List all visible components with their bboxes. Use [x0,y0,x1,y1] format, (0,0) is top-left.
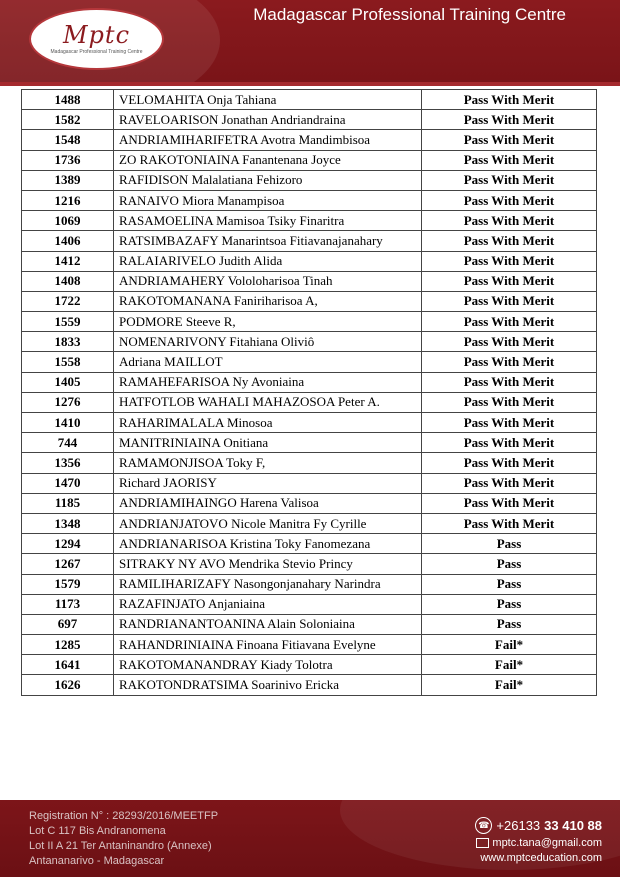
table-row [22,372,597,392]
table-row [22,594,597,614]
candidate-name: ANDRIAMAHERY Vololoharisoa Tinah [114,271,422,291]
table-row [22,574,597,594]
candidate-name: RASAMOELINA Mamisoa Tsiky Finaritra [114,211,422,231]
candidate-number: 1405 [22,372,114,392]
candidate-result: Pass With Merit [422,392,597,412]
table-row [22,211,597,231]
phone-prefix: +26133 [496,818,541,833]
candidate-name: HATFOTLOB WAHALI MAHAZOSOA Peter A. [114,392,422,412]
candidate-number: 1626 [22,675,114,695]
candidate-result: Fail* [422,635,597,655]
table-row [22,675,597,695]
table-row [22,251,597,271]
candidate-result: Pass [422,574,597,594]
table-row [22,534,597,554]
table-row [22,170,597,190]
candidate-name: VELOMAHITA Onja Tahiana [114,90,422,110]
phone-number: 33 410 88 [544,818,602,833]
candidate-name: RAKOTOMANANA Faniriharisoa A, [114,291,422,311]
candidate-name: RAMAMONJISOA Toky F, [114,453,422,473]
website-link[interactable]: www.mptceducation.com [480,852,602,864]
candidate-result: Pass [422,534,597,554]
candidate-number: 1285 [22,635,114,655]
table-row [22,110,597,130]
candidate-number: 1408 [22,271,114,291]
candidate-result: Pass With Merit [422,473,597,493]
candidate-result: Pass [422,594,597,614]
candidate-name: NOMENARIVONY Fitahiana Oliviô [114,332,422,352]
candidate-number: 1736 [22,150,114,170]
candidate-name: RAKOTONDRATSIMA Soarinivo Ericka [114,675,422,695]
candidate-name: RAFIDISON Malalatiana Fehizoro [114,170,422,190]
table-row [22,90,597,110]
candidate-number: 1185 [22,493,114,513]
candidate-number: 1579 [22,574,114,594]
candidate-name: RAKOTOMANANDRAY Kiady Tolotra [114,655,422,675]
candidate-name: RAHANDRINIAINA Finoana Fitiavana Evelyne [114,635,422,655]
candidate-number: 1722 [22,291,114,311]
candidate-result: Pass With Merit [422,271,597,291]
candidate-result: Fail* [422,675,597,695]
candidate-result: Pass With Merit [422,130,597,150]
candidate-name: RAVELOARISON Jonathan Andriandraina [114,110,422,130]
candidate-number: 1276 [22,392,114,412]
candidate-name: ANDRIAMIHARIFETRA Avotra Mandimbisoa [114,130,422,150]
table-row [22,493,597,513]
candidate-result: Pass With Merit [422,433,597,453]
table-row [22,312,597,332]
candidate-name: Adriana MAILLOT [114,352,422,372]
candidate-name: RATSIMBAZAFY Manarintsoa Fitiavanajanahary [114,231,422,251]
candidate-number: 1559 [22,312,114,332]
candidate-number: 1641 [22,655,114,675]
candidate-name: RAMILIHARIZAFY Nasongonjanahary Narindra [114,574,422,594]
candidate-name: SITRAKY NY AVO Mendrika Stevio Princy [114,554,422,574]
candidate-name: ANDRIAMIHAINGO Harena Valisoa [114,493,422,513]
email-line [475,837,602,849]
table-row [22,513,597,533]
candidate-result: Pass With Merit [422,352,597,372]
footer-contact-block [475,817,602,864]
table-row [22,130,597,150]
table-row [22,291,597,311]
candidate-result: Pass With Merit [422,291,597,311]
candidate-result: Pass With Merit [422,453,597,473]
candidate-result: Pass With Merit [422,312,597,332]
candidate-result: Pass With Merit [422,231,597,251]
page-footer [0,800,620,877]
candidate-name: RALAIARIVELO Judith Alida [114,251,422,271]
results-table [21,89,597,696]
table-row [22,190,597,210]
candidate-name: RANAIVO Miora Manampisoa [114,190,422,210]
candidate-result: Pass With Merit [422,413,597,433]
website-line [475,852,602,864]
candidate-name: RANDRIANANTOANINA Alain Soloniaina [114,614,422,634]
candidate-number: 1216 [22,190,114,210]
candidate-number: 1267 [22,554,114,574]
candidate-name: Richard JAORISY [114,473,422,493]
table-row [22,231,597,251]
logo-mark: Mptc [62,21,131,49]
email-address[interactable]: mptc.tana@gmail.com [492,837,602,849]
candidate-number: 1558 [22,352,114,372]
table-row [22,635,597,655]
registration-number: Registration N° : 28293/2016/MEETFP [29,810,219,822]
candidate-number: 1348 [22,513,114,533]
candidate-result: Pass [422,554,597,574]
table-row [22,473,597,493]
candidate-name: PODMORE Steeve R, [114,312,422,332]
table-row [22,554,597,574]
candidate-name: ANDRIANARISOA Kristina Toky Fanomezana [114,534,422,554]
candidate-number: 1548 [22,130,114,150]
candidate-result: Pass With Merit [422,211,597,231]
table-row [22,392,597,412]
table-row [22,614,597,634]
candidate-number: 744 [22,433,114,453]
candidate-result: Pass With Merit [422,251,597,271]
phone-icon: ☎ [475,817,492,834]
candidate-result: Pass With Merit [422,150,597,170]
footer-address-block [29,809,218,869]
mptc-logo [29,8,164,70]
candidate-result: Pass With Merit [422,332,597,352]
candidate-number: 1356 [22,453,114,473]
candidate-number: 1069 [22,211,114,231]
candidate-number: 1470 [22,473,114,493]
candidate-name: ZO RAKOTONIAINA Fanantenana Joyce [114,150,422,170]
candidate-name: ANDRIANJATOVO Nicole Manitra Fy Cyrille [114,513,422,533]
candidate-result: Pass With Merit [422,90,597,110]
candidate-result: Fail* [422,655,597,675]
candidate-name: RAZAFINJATO Anjaniaina [114,594,422,614]
header-title: Madagascar Professional Training Centre [253,5,566,24]
candidate-number: 697 [22,614,114,634]
candidate-result: Pass With Merit [422,372,597,392]
table-row [22,271,597,291]
table-row [22,453,597,473]
logo-subtitle: Madagascar Professional Training Centre [50,49,143,55]
candidate-number: 1294 [22,534,114,554]
candidate-number: 1410 [22,413,114,433]
candidate-result: Pass With Merit [422,190,597,210]
table-row [22,655,597,675]
candidate-number: 1582 [22,110,114,130]
table-row [22,352,597,372]
table-row [22,413,597,433]
candidate-number: 1833 [22,332,114,352]
candidate-number: 1389 [22,170,114,190]
candidate-number: 1488 [22,90,114,110]
candidate-number: 1406 [22,231,114,251]
candidate-name: RAHARIMALALA Minosoa [114,413,422,433]
table-row [22,332,597,352]
candidate-name: RAMAHEFARISOA Ny Avoniaina [114,372,422,392]
candidate-result: Pass With Merit [422,493,597,513]
address-line-2: Lot II A 21 Ter Antaninandro (Annexe) [29,840,212,852]
candidate-number: 1412 [22,251,114,271]
candidate-result: Pass With Merit [422,110,597,130]
table-row [22,150,597,170]
page-header [0,0,620,82]
candidate-number: 1173 [22,594,114,614]
results-table-body [22,90,597,696]
header-bar [0,82,620,86]
phone-line [475,817,602,834]
candidate-result: Pass [422,614,597,634]
table-row [22,433,597,453]
candidate-name: MANITRINIAINA Onitiana [114,433,422,453]
address-line-1: Lot C 117 Bis Andranomena [29,825,166,837]
candidate-result: Pass With Merit [422,170,597,190]
candidate-result: Pass With Merit [422,513,597,533]
address-city: Antananarivo - Madagascar [29,855,165,867]
mail-icon [476,838,489,848]
